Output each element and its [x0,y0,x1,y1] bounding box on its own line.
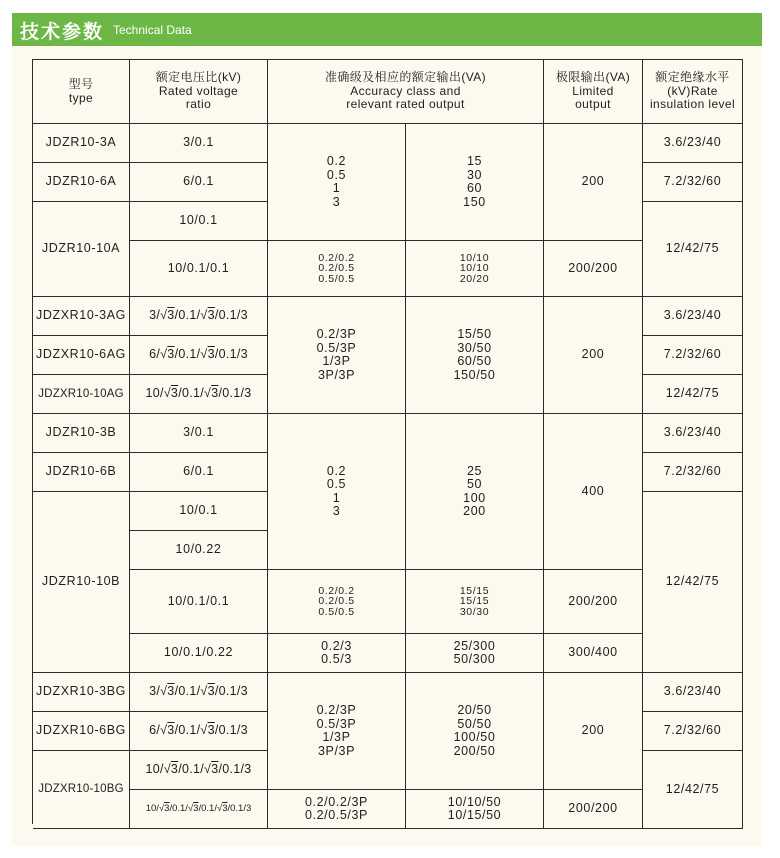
ratio-cell: 6/√3/0.1/√3/0.1/3 [130,712,268,751]
insulation-cell: 12/42/75 [643,492,743,673]
rated-output-cell: 25/300 50/300 [406,634,544,673]
accuracy-class-cell: 0.2/3P 0.5/3P 1/3P 3P/3P [268,673,406,790]
rated-output-cell: 10/10/50 10/15/50 [406,790,544,829]
header-accuracy: 准确级及相应的额定输出(VA) Accuracy class and relevant rated output [268,60,544,124]
ratio-cell: 6/0.1 [130,163,268,202]
header-limit: 极限输出(VA) Limited output [544,60,643,124]
type-cell: JDZR10-6B [33,453,130,492]
header-ratio: 额定电压比(kV) Rated voltage ratio [130,60,268,124]
ratio-cell: 10/0.1/0.1 [130,570,268,634]
insulation-cell: 7.2/32/60 [643,712,743,751]
limit-output-cell: 200/200 [544,241,643,297]
accuracy-class-cell: 0.2 0.5 1 3 [268,124,406,241]
rated-output-cell: 20/50 50/50 100/50 200/50 [406,673,544,790]
accuracy-class-cell: 0.2/0.2 0.2/0.5 0.5/0.5 [268,241,406,297]
ratio-cell: 3/0.1 [130,414,268,453]
type-cell: JDZR10-3B [33,414,130,453]
type-cell: JDZXR10-10AG [33,375,130,414]
header-type: 型号 type [33,60,130,124]
rated-output-cell: 10/10 10/10 20/20 [406,241,544,297]
type-cell: JDZR10-10B [33,492,130,673]
limit-output-cell: 200/200 [544,790,643,829]
ratio-cell: 3/√3/0.1/√3/0.1/3 [130,297,268,336]
ratio-cell: 10/0.22 [130,531,268,570]
banner-title-cn: 技术参数 [20,21,105,43]
type-cell: JDZXR10-6BG [33,712,130,751]
banner-title-en: Technical Data [113,23,192,37]
ratio-cell: 10/√3/0.1/√3/0.1/3 [130,375,268,414]
insulation-cell: 3.6/23/40 [643,297,743,336]
ratio-cell: 10/0.1 [130,492,268,531]
accuracy-class-cell: 0.2/0.2 0.2/0.5 0.5/0.5 [268,570,406,634]
limit-output-cell: 200/200 [544,570,643,634]
rated-output-cell: 15 30 60 150 [406,124,544,241]
type-cell: JDZXR10-3BG [33,673,130,712]
ratio-cell: 6/√3/0.1/√3/0.1/3 [130,336,268,375]
type-cell: JDZR10-10A [33,202,130,297]
type-cell: JDZXR10-10BG [33,751,130,829]
insulation-cell: 12/42/75 [643,202,743,297]
ratio-cell: 10/√3/0.1/√3/0.1/3 [130,751,268,790]
technical-data-table [32,59,743,824]
limit-output-cell: 200 [544,673,643,790]
insulation-cell: 12/42/75 [643,375,743,414]
accuracy-class-cell: 0.2/3P 0.5/3P 1/3P 3P/3P [268,297,406,414]
ratio-cell: 10/0.1/0.22 [130,634,268,673]
insulation-cell: 3.6/23/40 [643,124,743,163]
rated-output-cell: 25 50 100 200 [406,414,544,570]
rated-output-cell: 15/50 30/50 60/50 150/50 [406,297,544,414]
insulation-cell: 7.2/32/60 [643,336,743,375]
limit-output-cell: 300/400 [544,634,643,673]
accuracy-class-cell: 0.2 0.5 1 3 [268,414,406,570]
limit-output-cell: 400 [544,414,643,570]
section-banner [12,13,762,46]
type-cell: JDZXR10-6AG [33,336,130,375]
limit-output-cell: 200 [544,297,643,414]
ratio-cell: 3/√3/0.1/√3/0.1/3 [130,673,268,712]
type-cell: JDZR10-3A [33,124,130,163]
ratio-cell: 3/0.1 [130,124,268,163]
insulation-cell: 7.2/32/60 [643,453,743,492]
type-cell: JDZR10-6A [33,163,130,202]
insulation-cell: 12/42/75 [643,751,743,829]
ratio-cell: 10/0.1 [130,202,268,241]
rated-output-cell: 15/15 15/15 30/30 [406,570,544,634]
limit-output-cell: 200 [544,124,643,241]
accuracy-class-cell: 0.2/0.2/3P 0.2/0.5/3P [268,790,406,829]
insulation-cell: 7.2/32/60 [643,163,743,202]
ratio-cell: 6/0.1 [130,453,268,492]
type-cell: JDZXR10-3AG [33,297,130,336]
insulation-cell: 3.6/23/40 [643,673,743,712]
header-insulation: 额定绝缘水平 (kV)Rate insulation level [643,60,743,124]
accuracy-class-cell: 0.2/3 0.5/3 [268,634,406,673]
ratio-cell: 10/√3/0.1/√3/0.1/√3/0.1/3 [130,790,268,829]
insulation-cell: 3.6/23/40 [643,414,743,453]
ratio-cell: 10/0.1/0.1 [130,241,268,297]
